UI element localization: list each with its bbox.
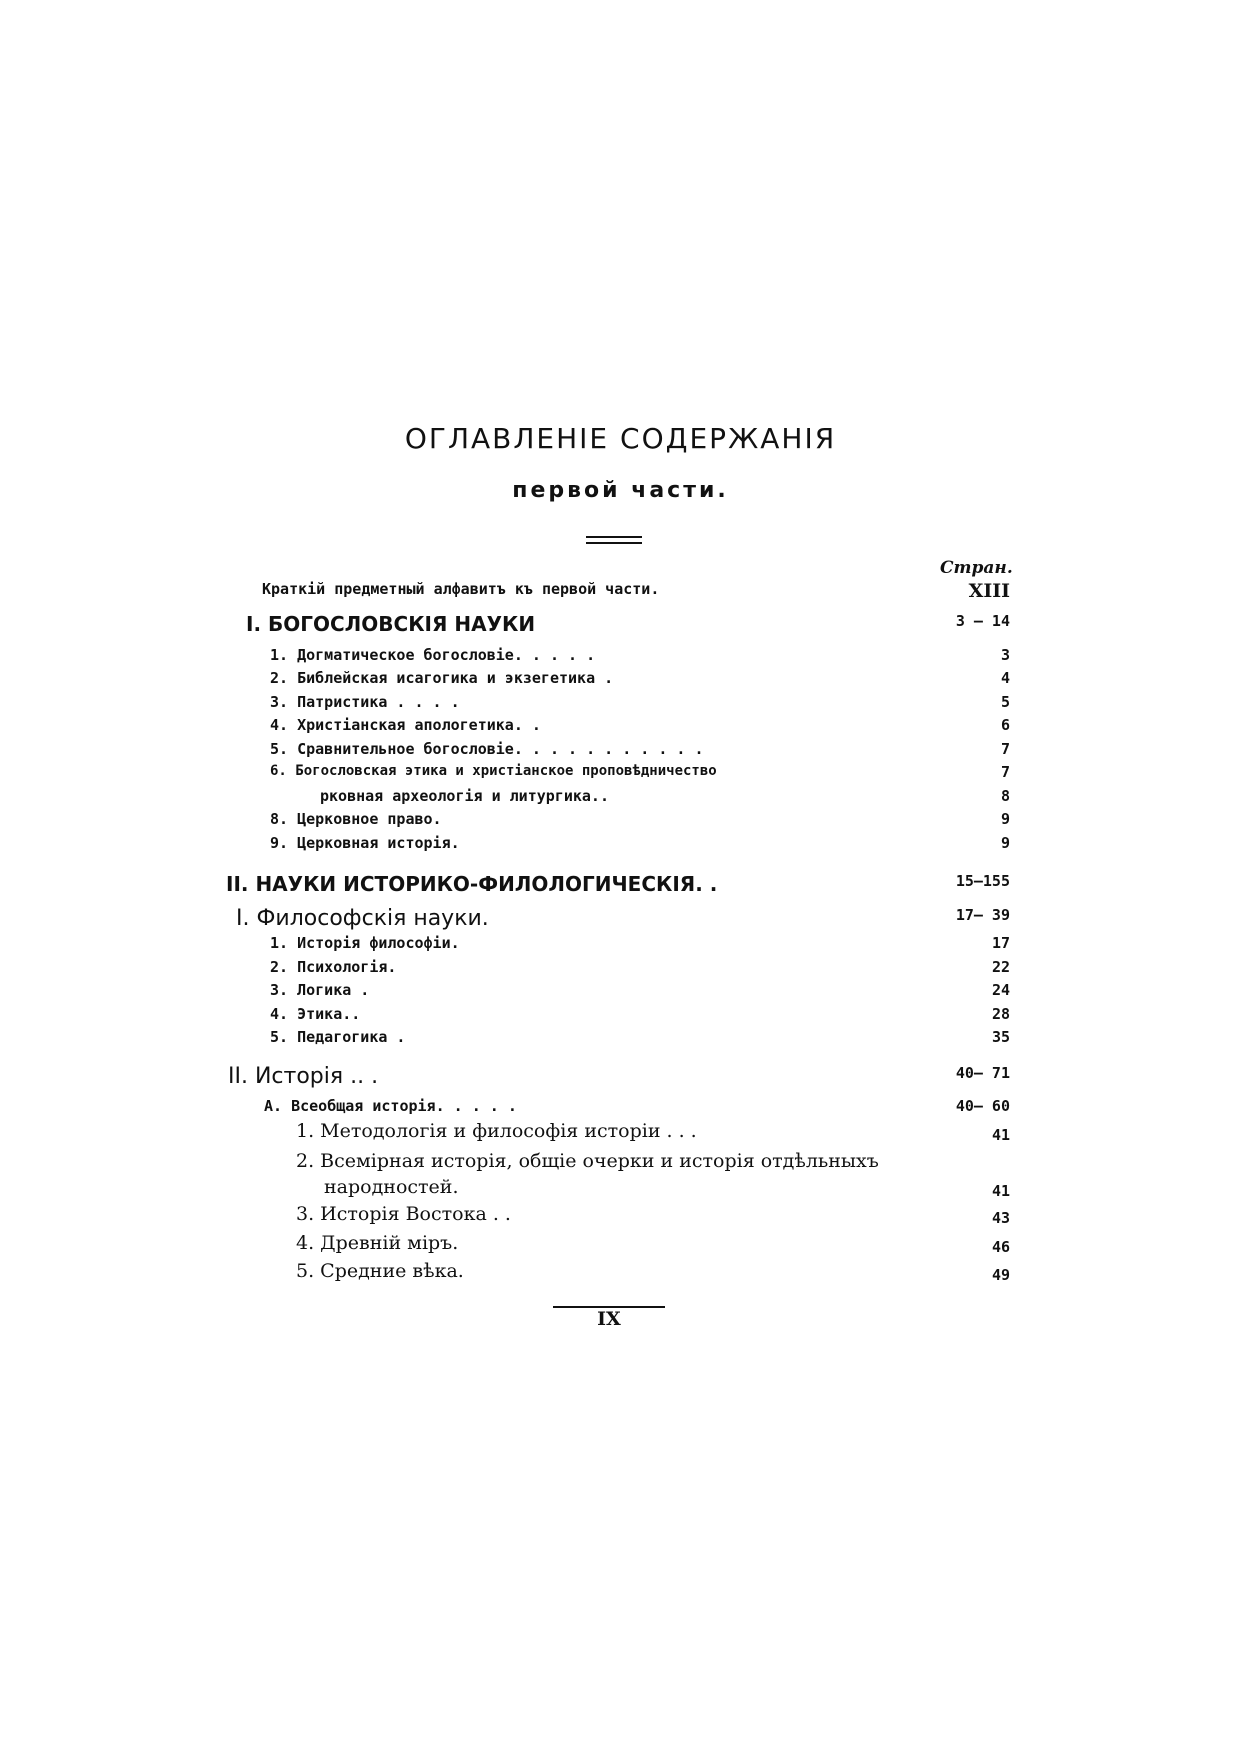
toc-entry[interactable]	[0, 716, 1241, 740]
toc-entry-page: 5	[1000, 693, 1010, 711]
toc-entry[interactable]	[0, 1203, 1241, 1227]
toc-entry[interactable]	[0, 958, 1241, 982]
toc-entry-text: 2. Всемiрная исторiя, общiе очерки и исторiя отдѣльныхъ	[296, 1150, 879, 1172]
toc-entry[interactable]	[0, 740, 1241, 764]
toc-part-1[interactable]	[0, 612, 1241, 636]
toc-entry-page: 41	[991, 1182, 1010, 1200]
toc-entry[interactable]	[0, 763, 1241, 787]
toc-entry-text: 4. Древнiй мiръ.	[296, 1232, 459, 1254]
toc-entry-page: XIII	[968, 580, 1010, 602]
toc-entry-text: 4. Этика..	[270, 1005, 361, 1023]
toc-entry-text: 1. Методологiя и философiя исторiи . . .	[296, 1120, 697, 1142]
toc-entry[interactable]	[0, 1120, 1241, 1144]
decorative-rule	[586, 536, 642, 544]
toc-entry-text: 2. Библейская исагогика и экзегетика .	[270, 669, 614, 687]
toc-entry[interactable]	[0, 1260, 1241, 1284]
toc-entry[interactable]	[0, 1150, 1241, 1174]
toc-entry-continued[interactable]	[0, 1176, 1241, 1200]
toc-entry-page: 8	[1000, 787, 1010, 805]
toc-entry-text: 3. Патристика . . . .	[270, 693, 460, 711]
toc-entry-text: 3. Логика .	[270, 981, 370, 999]
toc-section-label: I. Философскiя науки.	[236, 906, 489, 931]
toc-entry[interactable]	[0, 787, 1241, 811]
toc-entry-text: 9. Церковная исторiя.	[270, 834, 460, 852]
toc-entry[interactable]	[0, 834, 1241, 858]
toc-entry[interactable]	[0, 810, 1241, 834]
toc-entry-text: 1. Исторiя философiи.	[270, 934, 460, 952]
toc-section-philosophy[interactable]	[0, 906, 1241, 930]
toc-part-label: I. БОГОСЛОВСКIЯ НАУКИ	[246, 612, 536, 636]
toc-entry-page: 7	[1000, 763, 1010, 781]
toc-entry-page: 6	[1000, 716, 1010, 734]
toc-entry-text: Краткiй предметный алфавитъ къ первой части.	[262, 580, 660, 598]
toc-entry-page: 28	[991, 1005, 1010, 1023]
toc-entry-text: 5. Сравнительное богословiе. . . . . . . . . . .	[270, 740, 704, 758]
toc-entry-text: 2. Психологiя.	[270, 958, 397, 976]
toc-entry-text: 6. Богословская этика и христiанское проповѣдничество	[270, 763, 717, 779]
toc-entry[interactable]	[0, 693, 1241, 717]
toc-part-label: II. НАУКИ ИСТОРИКО-ФИЛОЛОГИЧЕСКIЯ. .	[226, 872, 718, 896]
page-subtitle: первой части.	[512, 478, 729, 503]
toc-entry-intro[interactable]	[0, 580, 1241, 604]
toc-entry-text: 1. Догматическое богословiе. . . . .	[270, 646, 596, 664]
toc-entry-page: 9	[1000, 810, 1010, 828]
toc-entry[interactable]	[0, 1028, 1241, 1052]
toc-entry-page: 46	[991, 1238, 1010, 1256]
toc-entry-page: 43	[991, 1209, 1010, 1227]
toc-entry-text: 8. Церковное право.	[270, 810, 442, 828]
toc-part-pages: 15—155	[955, 872, 1010, 890]
toc-entry-page: 9	[1000, 834, 1010, 852]
toc-entry-text: 4. Христiанская апологетика. .	[270, 716, 541, 734]
toc-entry[interactable]	[0, 1005, 1241, 1029]
toc-part-2[interactable]	[0, 872, 1241, 896]
toc-entry-page: 22	[991, 958, 1010, 976]
toc-section-history[interactable]	[0, 1064, 1241, 1088]
toc-entry[interactable]	[0, 646, 1241, 670]
toc-entry[interactable]	[0, 934, 1241, 958]
toc-entry-text: народностей.	[324, 1176, 459, 1198]
toc-entry-page: 3	[1000, 646, 1010, 664]
toc-entry-text: 3. Исторiя Востока . .	[296, 1203, 511, 1225]
toc-entry-text: 5. Педагогика .	[270, 1028, 406, 1046]
page-number: IX	[597, 1308, 621, 1330]
toc-section-pages: 17— 39	[955, 906, 1010, 924]
toc-entry[interactable]	[0, 669, 1241, 693]
toc-section-label: II. Исторiя .. .	[228, 1064, 379, 1089]
page-column-heading: Стран.	[940, 558, 1013, 578]
toc-entry-page: 17	[991, 934, 1010, 952]
toc-section-pages: 40— 71	[955, 1064, 1010, 1082]
toc-entry-page: 4	[1000, 669, 1010, 687]
toc-entry[interactable]	[0, 1232, 1241, 1256]
toc-entry-page: 49	[991, 1266, 1010, 1284]
toc-entry-text: А. Всеобщая исторiя. . . . .	[264, 1097, 517, 1115]
page-title: ОГЛАВЛЕНIЕ СОДЕРЖАНIЯ	[404, 422, 837, 455]
toc-entry-general-history[interactable]	[0, 1097, 1241, 1121]
toc-entry-page: 35	[991, 1028, 1010, 1046]
toc-entry-text: 5. Средние вѣка.	[296, 1260, 464, 1282]
toc-entry-text: рковная археологiя и литургика..	[320, 787, 609, 805]
toc-entry-page: 24	[991, 981, 1010, 999]
toc-entry[interactable]	[0, 981, 1241, 1005]
toc-entry-page: 7	[1000, 740, 1010, 758]
toc-entry-page: 40— 60	[955, 1097, 1010, 1115]
toc-entry-page: 41	[991, 1126, 1010, 1144]
toc-part-pages: 3 — 14	[955, 612, 1010, 630]
